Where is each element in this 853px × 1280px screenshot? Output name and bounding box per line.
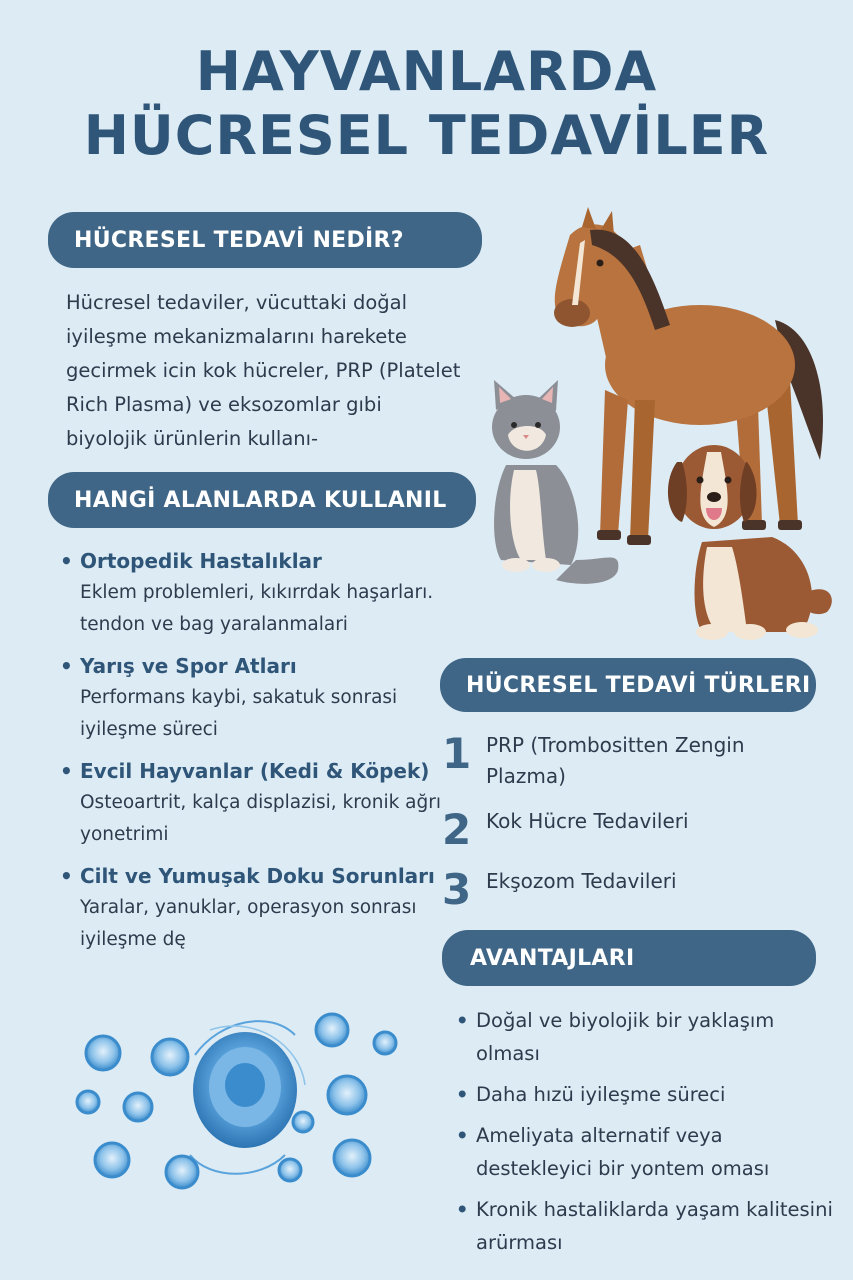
list-item: [60, 756, 450, 851]
area-description: Eklem problemleri, kıkırrdak haşarları. tendon ve bag yaralanmalari: [80, 582, 434, 635]
list-item: [442, 806, 822, 854]
areas-heading: HANGİ ALANLARDA KULLANIL: [48, 472, 476, 528]
cat-illustration: [486, 375, 626, 595]
title-line-2: HÜCRESEL TEDAVİLER: [83, 104, 770, 167]
advantages-heading: AVANTAJLARI: [442, 930, 816, 986]
list-item: [60, 651, 450, 746]
area-title: • Evcil Hayvanlar (Kedi & Köpek): [60, 756, 450, 787]
areas-list: [60, 546, 450, 966]
what-is-heading: HÜCRESEL TEDAVİ NEDİR?: [48, 212, 482, 268]
list-item: • Ameliyata alternatif veya destekleyici bir yontem oması: [456, 1119, 836, 1185]
list-item: • Kronik hastaliklarda yaşam kalitesini arürması: [456, 1193, 836, 1259]
area-title: • Cilt ve Yumuşak Doku Sorunları: [60, 861, 450, 892]
dog-illustration: [662, 432, 842, 642]
list-item: [60, 546, 450, 641]
type-number: 3: [442, 865, 472, 914]
area-description: Performans kaybi, sakatuk sonrasi iyileşme süreci: [80, 687, 398, 740]
type-label: Kok Hücre Tedavileri: [486, 809, 689, 833]
type-label: PRP (Trombositten Zengin Plazma): [486, 733, 745, 788]
list-item: [442, 730, 822, 792]
cell-cluster-illustration: [70, 1005, 410, 1195]
type-number: 1: [442, 729, 472, 778]
list-item: • Doğal ve biyolojik bir yaklaşım olması: [456, 1004, 836, 1070]
page-title: [0, 40, 853, 168]
title-line-1: HAYVANLARDA: [195, 40, 658, 103]
area-title: • Yarış ve Spor Atları: [60, 651, 450, 682]
type-label: Ekşozom Tedavileri: [486, 869, 677, 893]
area-description: Yaralar, yanuklar, operasyon sonrası iyileşme dę: [80, 897, 417, 950]
type-number: 2: [442, 805, 472, 854]
list-item: [60, 861, 450, 956]
types-heading: HÜCRESEL TEDAVİ TÜRLERI: [440, 658, 816, 712]
types-list: [442, 730, 822, 926]
list-item: • Daha hızü iyileşme süreci: [456, 1078, 836, 1111]
area-description: Osteoartrit, kalça displazisi, kronik ağrı yonetrimi: [80, 792, 442, 845]
area-title: • Ortopedik Hastalıklar: [60, 546, 450, 577]
what-is-text: Hücresel tedaviler, vücuttaki doğal iyileşme mekanizmalarını harekete gecirmek icin kok hücreler, PRP (Platelet Rich Plasma) ve eksozomlar gıbi biyolojik ürünlerin kullanı-: [66, 291, 461, 450]
list-item: [442, 866, 822, 914]
advantages-list: [456, 1004, 836, 1267]
